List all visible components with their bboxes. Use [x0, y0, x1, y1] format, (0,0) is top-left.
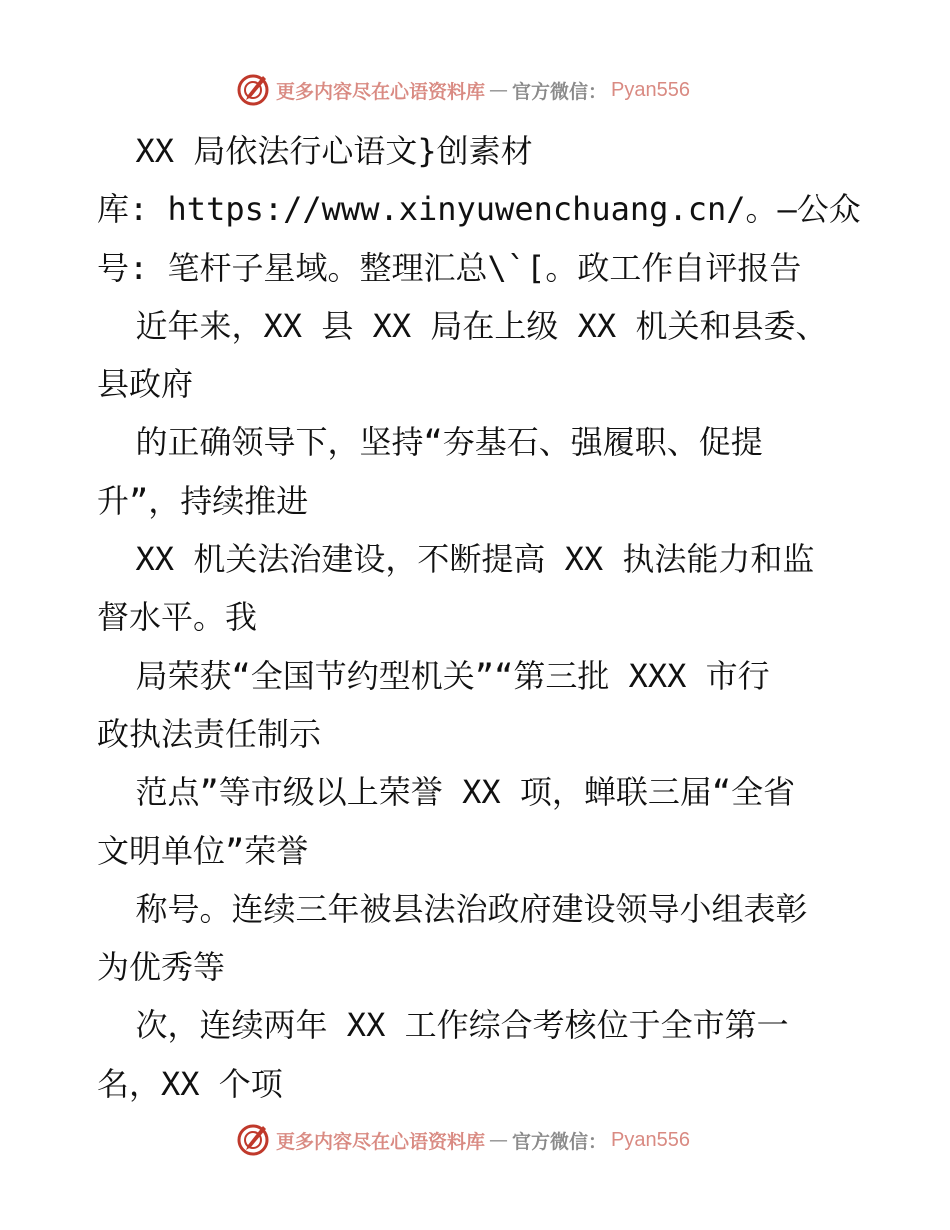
text-line: 为优秀等 [97, 948, 226, 987]
text-line: 升”，持续推进 [97, 481, 309, 520]
watermark-wechat-id: Pyan556 [611, 78, 690, 101]
text-line: 次，连续两年 XX 工作综合考核位于全市第一 [97, 1006, 789, 1045]
text-line: 名，XX 个项 [97, 1064, 283, 1103]
text-line: 号: 笔杆子星域。整理汇总\`[。政工作自评报告 [97, 248, 802, 287]
text-line: 督水平。我 [97, 598, 258, 637]
text-line: 的正确领导下，坚持“夯基石、强履职、促提 [97, 423, 763, 462]
header-watermark [236, 72, 690, 108]
text-line: XX 机关法治建设，不断提高 XX 执法能力和监 [97, 540, 815, 579]
quill-logo-icon [236, 1123, 270, 1157]
text-line: 称号。连续三年被县法治政府建设领导小组表彰 [97, 889, 808, 928]
watermark-brand-text: 更多内容尽在心语资料库 [276, 80, 486, 103]
watermark-brand-text: 更多内容尽在心语资料库 [276, 1130, 486, 1153]
document-body [97, 122, 867, 1113]
quill-logo-icon [236, 73, 270, 107]
watermark-dash: — [489, 1129, 509, 1151]
text-line: 政执法责任制示 [97, 714, 322, 753]
footer-watermark [236, 1122, 690, 1158]
text-line: 范点”等市级以上荣誉 XX 项，蝉联三届“全省 [97, 773, 796, 812]
text-line: XX 局依法行心语文}创素材 [97, 132, 533, 170]
watermark-dash: — [489, 79, 509, 101]
watermark-label: 官方微信： [512, 80, 608, 103]
text-line: 近年来，XX 县 XX 局在上级 XX 机关和县委、 [97, 306, 828, 345]
text-line: 县政府 [97, 365, 194, 404]
text-line: 局荣获“全国节约型机关”“第三批 XXX 市行 [97, 656, 770, 695]
watermark-wechat-id: Pyan556 [611, 1128, 690, 1151]
watermark-label: 官方微信： [512, 1130, 608, 1153]
text-line: 文明单位”荣誉 [97, 831, 309, 870]
text-line: 库: https://www.xinyuwenchuang.cn/。—公众 [97, 190, 861, 229]
